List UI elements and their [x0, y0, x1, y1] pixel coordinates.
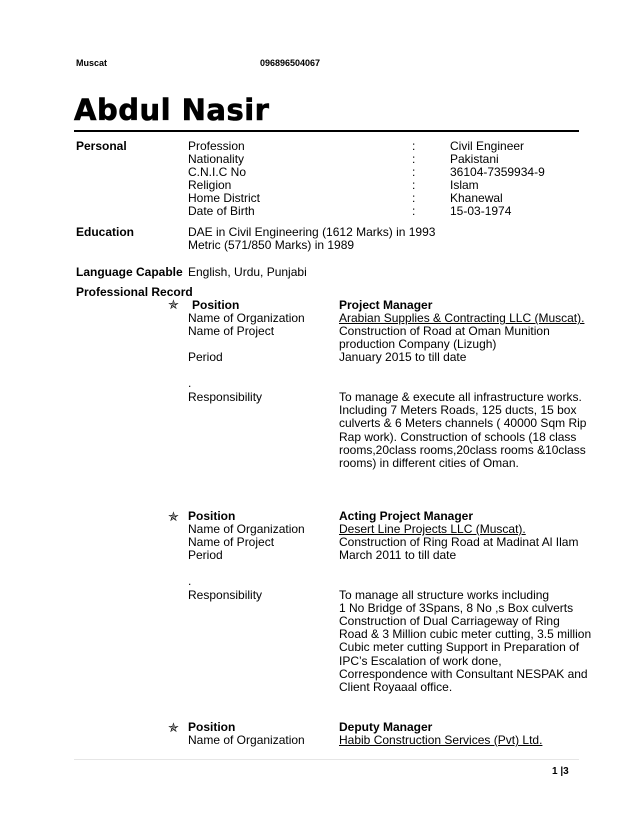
personal-value: Islam	[450, 178, 479, 192]
language-heading: Language Capable	[76, 265, 183, 279]
org-name: Desert Line Projects LLC (Muscat).	[339, 522, 526, 536]
personal-sep: :	[412, 165, 416, 179]
personal-value: Pakistani	[450, 152, 499, 166]
project-line: Construction of Ring Road at Madinat Al Ilam	[339, 535, 579, 549]
personal-sep: :	[412, 152, 416, 166]
period-value: March 2011 to till date	[339, 548, 457, 562]
personal-heading: Personal	[76, 139, 127, 153]
responsibility-line: To manage all structure works including	[339, 588, 550, 602]
responsibility-line: rooms,20class rooms,20class rooms &10class	[339, 443, 586, 457]
period-label: Period	[188, 548, 223, 562]
candidate-name: Abdul Nasir	[74, 93, 270, 127]
page-number: 1 |3	[552, 766, 569, 777]
position-title: Deputy Manager	[339, 720, 433, 734]
personal-value: 36104-7359934-9	[450, 165, 545, 179]
responsibility-line: Including 7 Meters Roads, 125 ducts, 15 box	[339, 403, 577, 417]
personal-label: Profession	[188, 139, 245, 153]
org-label: Name of Organization	[188, 522, 305, 536]
personal-sep: :	[412, 191, 416, 205]
responsibility-line: Construction of Dual Carriageway of Ring	[339, 614, 560, 628]
title-rule	[74, 130, 579, 132]
period-value: January 2015 to till date	[339, 350, 467, 364]
responsibility-label: Responsibility	[188, 588, 263, 602]
personal-sep: :	[412, 204, 416, 218]
header-phone: 096896504067	[260, 58, 321, 68]
personal-label: Home District	[188, 191, 261, 205]
org-name: Habib Construction Services (Pvt) Ltd.	[339, 733, 543, 747]
personal-label: Date of Birth	[188, 204, 255, 218]
personal-label: Religion	[188, 178, 232, 192]
responsibility-line: Cubic meter cutting Support in Preparation of	[339, 640, 580, 654]
personal-sep: :	[412, 178, 416, 192]
position-title: Acting Project Manager	[339, 509, 474, 523]
project-label: Name of Project	[188, 324, 275, 338]
org-label: Name of Organization	[188, 733, 305, 747]
responsibility-line: To manage & execute all infrastructure works.	[339, 390, 582, 404]
org-name: Arabian Supplies & Contracting LLC (Muscat).	[339, 311, 585, 325]
responsibility-line: rooms) in different cities of Oman.	[339, 456, 519, 470]
star-bullet-icon: ✯	[168, 720, 179, 735]
dot-mark: .	[188, 574, 192, 588]
responsibility-line: Client Royaaal office.	[339, 680, 453, 694]
star-bullet-icon: ✯	[168, 297, 179, 312]
personal-value: 15-03-1974	[450, 204, 512, 218]
personal-sep: :	[412, 139, 416, 153]
star-bullet-icon: ✯	[168, 509, 179, 524]
project-label: Name of Project	[188, 535, 275, 549]
dot-mark: .	[188, 376, 192, 390]
professional-heading: Professional Record	[76, 285, 193, 299]
responsibility-line: Correspondence with Consultant NESPAK and	[339, 667, 588, 681]
education-line: Metric (571/850 Marks) in 1989	[188, 238, 355, 252]
personal-value: Civil Engineer	[450, 139, 525, 153]
position-label: Position	[188, 509, 236, 523]
header-city: Muscat	[76, 58, 108, 68]
project-line: production Company (Lizugh)	[339, 337, 497, 351]
footer-rule	[74, 759, 579, 760]
personal-label: Nationality	[188, 152, 245, 166]
org-label: Name of Organization	[188, 311, 305, 325]
responsibility-label: Responsibility	[188, 390, 263, 404]
period-label: Period	[188, 350, 223, 364]
position-label: Position	[188, 720, 236, 734]
responsibility-line: culverts & 6 Meters channels ( 40000 Sqm Rip	[339, 416, 587, 430]
personal-value: Khanewal	[450, 191, 503, 205]
responsibility-line: 1 No Bridge of 3Spans, 8 No ,s Box culverts	[339, 601, 574, 615]
position-title: Project Manager	[339, 298, 433, 312]
project-line: Construction of Road at Oman Munition	[339, 324, 550, 338]
personal-label: C.N.I.C No	[188, 165, 247, 179]
education-line: DAE in Civil Engineering (1612 Marks) in 1993	[188, 225, 436, 239]
position-label: Position	[192, 298, 240, 312]
language-value: English, Urdu, Punjabi	[188, 265, 307, 279]
education-heading: Education	[76, 225, 135, 239]
responsibility-line: Road & 3 Million cubic meter cutting, 3.5 million	[339, 627, 592, 641]
responsibility-line: IPC’s Escalation of work done,	[339, 654, 502, 668]
responsibility-line: Rap work). Construction of schools (18 class	[339, 430, 577, 444]
